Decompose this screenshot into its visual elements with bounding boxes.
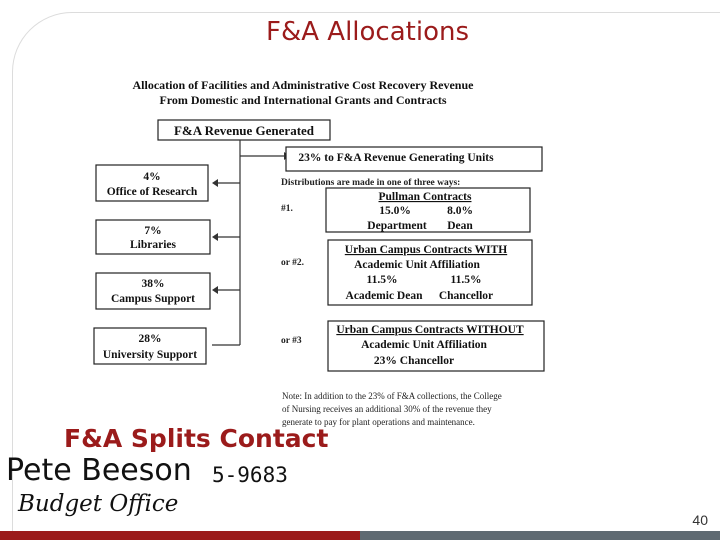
footer-bar-gray — [360, 531, 720, 540]
arrow-campus-head — [212, 286, 218, 294]
arrow-research-head — [212, 179, 218, 187]
contact-phone: 5-9683 — [212, 463, 288, 487]
pullman-pct-dean: 8.0% — [447, 205, 473, 217]
option1-label: #1. — [281, 204, 293, 214]
slide-title: F&A Allocations — [266, 17, 469, 47]
distributions-text: Distributions are made in one of three ways: — [281, 178, 461, 188]
urban-without-title: Urban Campus Contracts WITHOUT — [336, 324, 524, 336]
campus-support-pct: 38% — [141, 278, 165, 290]
libraries-label: Libraries — [130, 239, 176, 251]
urban-with-label-chancellor: Chancellor — [438, 290, 494, 302]
contact-heading: F&A Splits Contact — [64, 424, 329, 453]
office-of-research-label: Office of Research — [106, 186, 198, 198]
urban-with-pct-chancellor: 11.5% — [450, 274, 482, 286]
urban-without-line3: 23% Chancellor — [373, 355, 455, 367]
diagram-title-line2: From Domestic and International Grants and Contracts — [159, 93, 447, 107]
pullman-title: Pullman Contracts — [378, 191, 472, 203]
office-of-research-pct: 4% — [143, 171, 161, 183]
university-support-pct: 28% — [138, 333, 162, 345]
campus-support-label: Campus Support — [110, 293, 196, 305]
urban-with-title: Urban Campus Contracts WITH — [344, 244, 508, 256]
arrow-libraries-head — [212, 233, 218, 241]
urban-without-subtitle: Academic Unit Affiliation — [361, 339, 487, 351]
note-line-2: of Nursing receives an additional 30% of the revenue they — [282, 404, 492, 414]
source-box-label: F&A Revenue Generated — [173, 123, 315, 138]
page-number: 40 — [692, 512, 708, 528]
pullman-pct-department: 15.0% — [379, 205, 411, 217]
contact-office: Budget Office — [18, 491, 179, 517]
diagram-title-line1: Allocation of Facilities and Administrative Cost Recovery Revenue — [132, 78, 474, 92]
urban-with-label-dean: Academic Dean — [345, 290, 423, 302]
libraries-pct: 7% — [144, 225, 162, 237]
pullman-label-department: Department — [367, 220, 427, 232]
note-line-3: generate to pay for plant operations and maintenance. — [282, 417, 475, 427]
note-line-1: Note: In addition to the 23% of F&A collections, the College — [282, 391, 502, 401]
option3-label: or #3 — [281, 336, 302, 346]
contact-name: Pete Beeson — [6, 453, 192, 488]
revenue-units-label: 23% to F&A Revenue Generating Units — [298, 152, 494, 164]
option2-label: or #2. — [281, 258, 305, 268]
urban-with-subtitle: Academic Unit Affiliation — [354, 259, 480, 271]
pullman-label-dean: Dean — [447, 220, 473, 232]
footer-bar-accent — [0, 531, 360, 540]
urban-with-pct-dean: 11.5% — [366, 274, 398, 286]
university-support-label: University Support — [102, 349, 198, 361]
